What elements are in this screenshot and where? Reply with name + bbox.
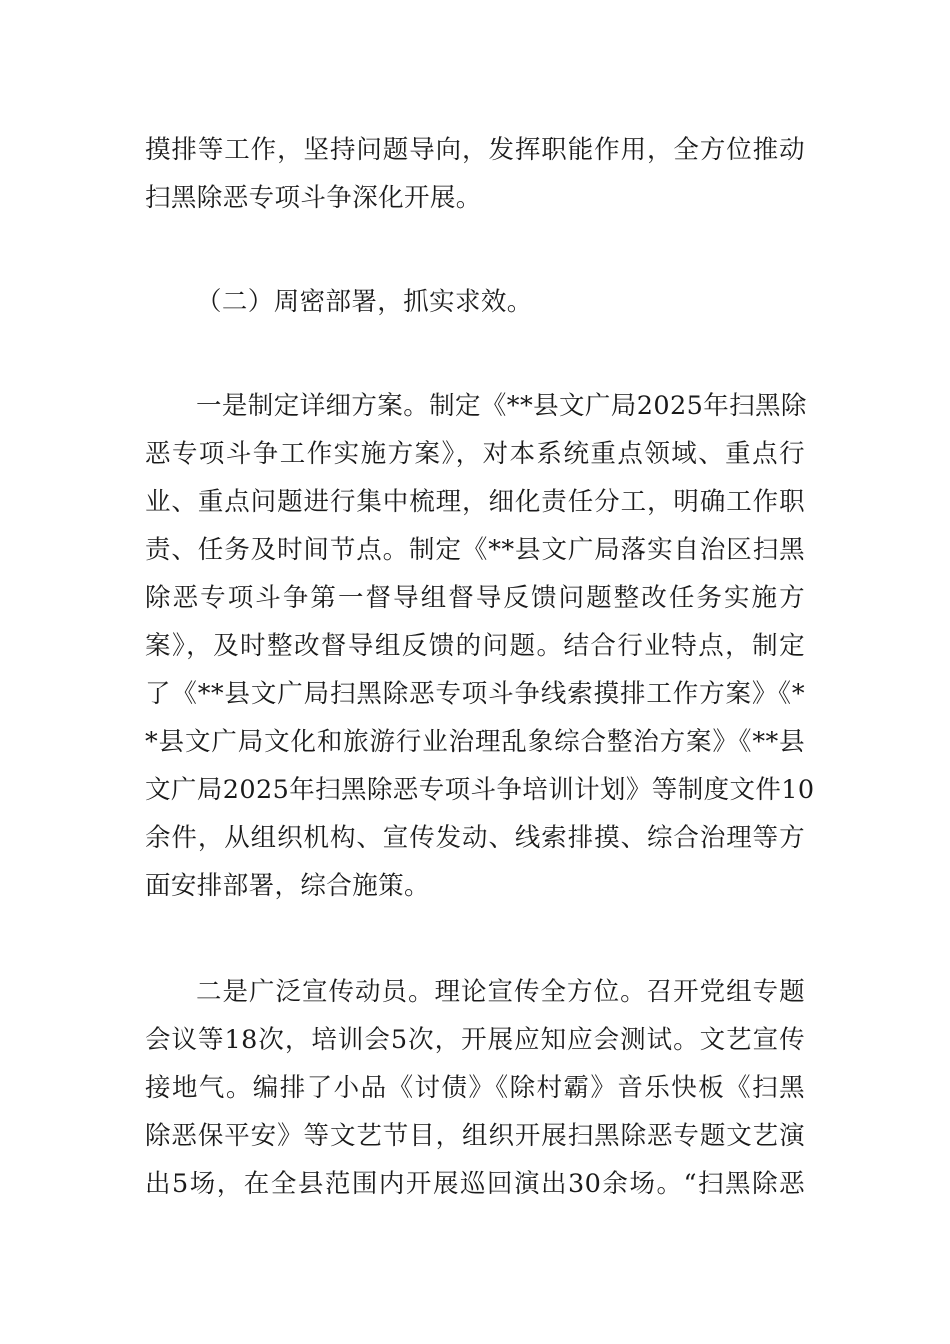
- paragraph-line: 文广局2025年扫黑除恶专项斗争培训计划》等制度文件10: [145, 775, 815, 805]
- paragraph-line: 余件，从组织机构、宣传发动、线索排摸、综合治理等方: [145, 823, 805, 853]
- paragraph-line: 除恶专项斗争第一督导组督导反馈问题整改任务实施方: [145, 583, 805, 613]
- paragraph-line: 接地气。编排了小品《讨债》《除村霸》音乐快板《扫黑: [145, 1073, 805, 1103]
- paragraph-line: 了《**县文广局扫黑除恶专项斗争线索摸排工作方案》《*: [145, 679, 805, 709]
- paragraph-line: 会议等18次，培训会5次，开展应知应会测试。文艺宣传: [145, 1025, 805, 1055]
- paragraph-line: *县文广局文化和旅游行业治理乱象综合整治方案》《**县: [145, 727, 805, 757]
- paragraph-line: 扫黑除恶专项斗争深化开展。: [145, 183, 482, 213]
- paragraph-line: 责、任务及时间节点。制定《**县文广局落实自治区扫黑: [145, 535, 805, 565]
- paragraph-line: 二是广泛宣传动员。理论宣传全方位。召开党组专题: [196, 977, 805, 1007]
- paragraph-line: 除恶保平安》等文艺节目，组织开展扫黑除恶专题文艺演: [145, 1121, 805, 1151]
- paragraph-line: 一是制定详细方案。制定《**县文广局2025年扫黑除: [196, 391, 807, 421]
- section-heading: （二）周密部署，抓实求效。: [196, 287, 533, 317]
- paragraph-line: 出5场，在全县范围内开展巡回演出30余场。“扫黑除恶: [145, 1169, 805, 1199]
- paragraph-line: 业、重点问题进行集中梳理，细化责任分工，明确工作职: [145, 487, 805, 517]
- paragraph-line: 面安排部署，综合施策。: [145, 871, 430, 901]
- paragraph-line: 恶专项斗争工作实施方案》，对本系统重点领域、重点行: [145, 439, 805, 469]
- paragraph-line: 摸排等工作，坚持问题导向，发挥职能作用，全方位推动: [145, 135, 805, 165]
- paragraph-line: 案》，及时整改督导组反馈的问题。结合行业特点，制定: [145, 631, 805, 661]
